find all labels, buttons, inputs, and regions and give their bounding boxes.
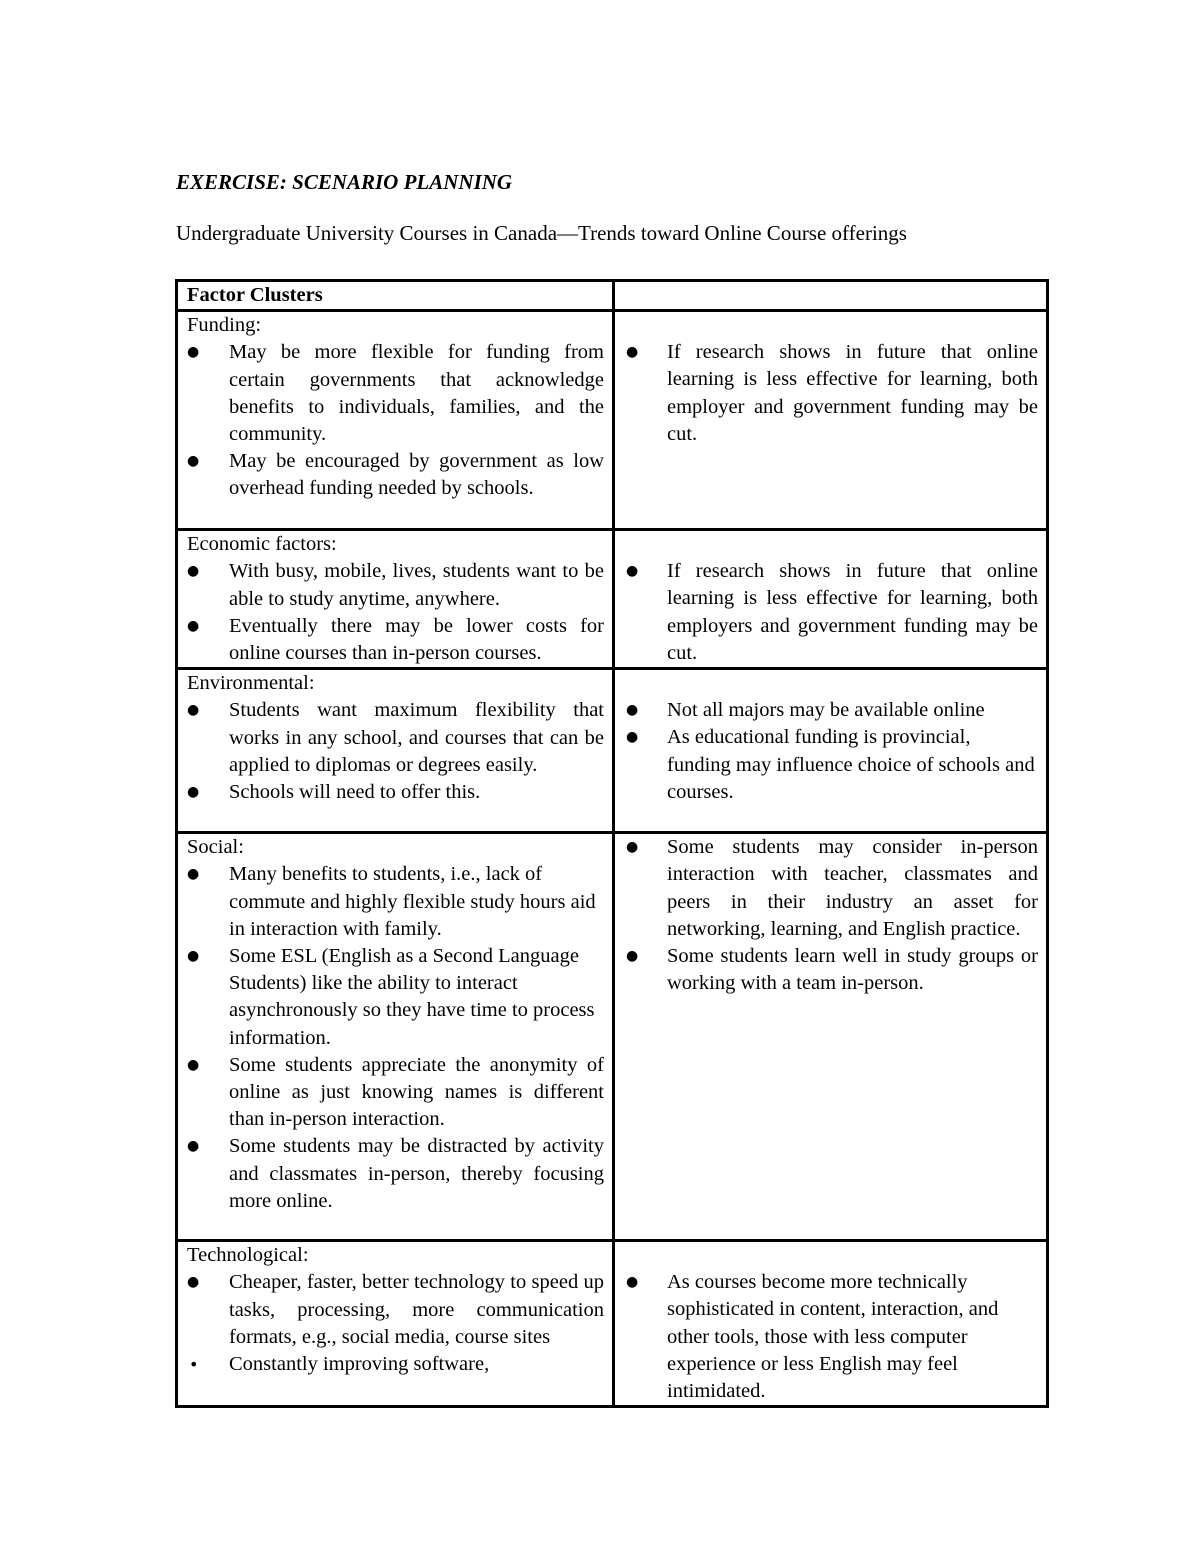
- factor-cell: [177, 1241, 614, 1407]
- list-item: ● Students want maximum flexibility that works in any school, and courses that can be applied to diplomas or degrees easily.: [187, 697, 604, 779]
- list-item: ● Some ESL (English as a Second Language Students) like the ability to interact asynchronously so they have time to process information.: [187, 943, 604, 1052]
- table-row: [177, 530, 1048, 669]
- bullet-list: [624, 697, 1038, 806]
- page-subtitle: Undergraduate University Courses in Canada—Trends toward Online Course offerings: [176, 221, 907, 245]
- implication-cell: [614, 530, 1048, 669]
- implication-cell: [614, 833, 1048, 1241]
- list-item: ● With busy, mobile, lives, students want to be able to study anytime, anywhere.: [187, 558, 604, 612]
- list-item: ● Not all majors may be available online: [624, 697, 1038, 724]
- bullet-list: [187, 861, 604, 1215]
- bullet-list: [187, 1269, 604, 1378]
- implication-cell: [614, 669, 1048, 833]
- list-item: ● May be encouraged by government as low overhead funding needed by schools.: [187, 448, 604, 502]
- table-row: [177, 311, 1048, 530]
- page-title: EXERCISE: SCENARIO PLANNING: [176, 170, 513, 194]
- bullet-list: [624, 1269, 1038, 1405]
- table-row: [177, 833, 1048, 1241]
- category-label: Technological:: [187, 1244, 309, 1267]
- list-item: ● If research shows in future that online learning is less effective for learning, both employer and government funding may be cut.: [624, 339, 1038, 448]
- factor-cell: [177, 669, 614, 833]
- list-item: ● Cheaper, faster, better technology to speed up tasks, processing, more communication formats, e.g., social media, course sites: [187, 1269, 604, 1351]
- factor-cell: [177, 530, 614, 669]
- table-row: [177, 669, 1048, 833]
- category-label: Economic factors:: [187, 533, 337, 556]
- list-item: ● Some students appreciate the anonymity of online as just knowing names is different than in-person interaction.: [187, 1052, 604, 1134]
- list-item: ● Schools will need to offer this.: [187, 779, 604, 806]
- factor-cell: [177, 311, 614, 530]
- table-header-cell: [614, 281, 1048, 311]
- list-item: ● Eventually there may be lower costs for online courses than in-person courses.: [187, 613, 604, 667]
- list-item: ● Some students may be distracted by activity and classmates in-person, thereby focusing more online.: [187, 1133, 604, 1215]
- factor-clusters-table: [175, 279, 1049, 1408]
- bullet-list: [187, 339, 604, 502]
- list-item: ● Some students may consider in-person interaction with teacher, classmates and peers in their industry an asset for networking, learning, and English practice.: [624, 834, 1038, 943]
- list-item: ● Many benefits to students, i.e., lack of commute and highly flexible study hours aid in interaction with family.: [187, 861, 604, 943]
- bullet-list: [187, 697, 604, 806]
- category-label: Funding:: [187, 314, 262, 337]
- category-label: Environmental:: [187, 672, 315, 695]
- list-item: • Constantly improving software,: [187, 1351, 604, 1378]
- category-label: Social:: [187, 836, 244, 859]
- implication-cell: [614, 1241, 1048, 1407]
- implication-cell: [614, 311, 1048, 530]
- bullet-list: [187, 558, 604, 667]
- bullet-list: [624, 558, 1038, 667]
- factor-cell: [177, 833, 614, 1241]
- bullet-list: [624, 834, 1038, 997]
- list-item: ● May be more flexible for funding from certain governments that acknowledge benefits to individuals, families, and the community.: [187, 339, 604, 448]
- table-row: [177, 1241, 1048, 1407]
- list-item: ● As courses become more technically sophisticated in content, interaction, and other tools, those with less computer experience or less English may feel intimidated.: [624, 1269, 1038, 1405]
- list-item: ● Some students learn well in study groups or working with a team in-person.: [624, 943, 1038, 997]
- table-header-row: [177, 281, 1048, 311]
- list-item: ● As educational funding is provincial, funding may influence choice of schools and courses.: [624, 724, 1038, 806]
- bullet-list: [624, 339, 1038, 448]
- table-header-cell: Factor Clusters: [177, 281, 614, 311]
- list-item: ● If research shows in future that online learning is less effective for learning, both employers and government funding may be cut.: [624, 558, 1038, 667]
